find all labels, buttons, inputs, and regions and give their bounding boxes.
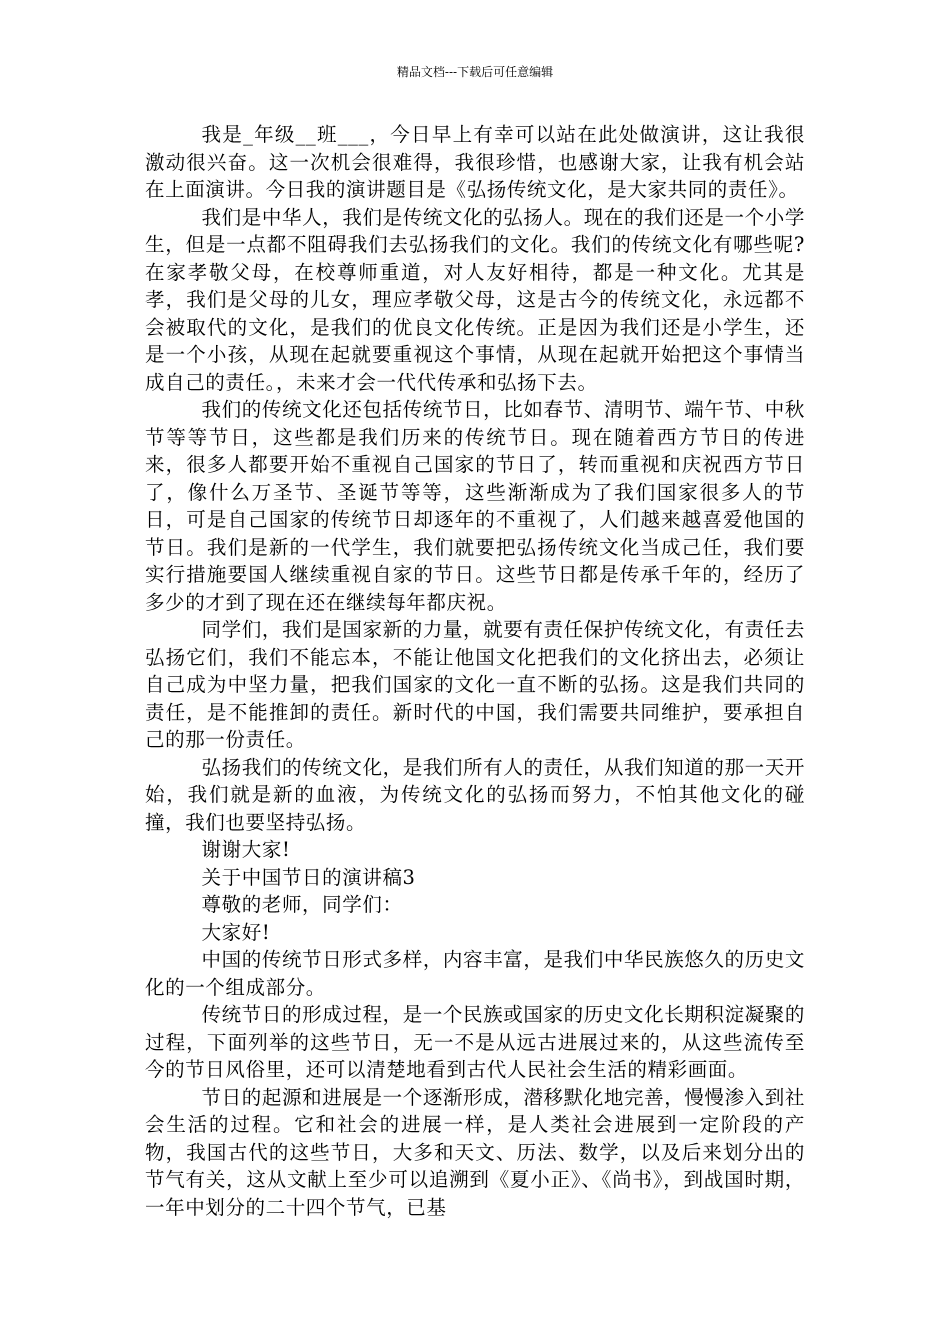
paragraph: 传统节日的形成过程，是一个民族或国家的历史文化长期积淀凝聚的过程，下面列举的这些节日，无一不是从远古进展过来的，从这些流传至今的节日风俗里，还可以清楚地看到古代人民社会生活的精彩画面。 bbox=[145, 1003, 805, 1081]
page-header: 精品文档---下载后可任意编辑 bbox=[396, 65, 554, 79]
greeting: 大家好! bbox=[201, 920, 271, 944]
paragraph: 我们是中华人，我们是传统文化的弘扬人。现在的我们还是一个小学生，但是一点都不阻碍我们去弘扬我们的文化。我们的传统文化有哪些呢?在家孝敬父母，在校尊师重道，对人友好相待，都是一种文化。尤其是孝，我们是父母的儿女，理应孝敬父母，这是古今的传统文化，永远都不会被取代的文化，是我们的优良文化传统。正是因为我们还是小学生，还是一个小孩，从现在起就要重视这个事情，从现在起就开始把这个事情当成自己的责任。，未来才会一代代传承和弘扬下去。 bbox=[145, 205, 805, 394]
paragraph: 节日的起源和进展是一个逐渐形成，潜移默化地完善，慢慢渗入到社会生活的过程。它和社会的进展一样，是人类社会进展到一定阶段的产物，我国古代的这些节日，大多和天文、历法、数学，以及后来划分出的节气有关，这从文献上至少可以追溯到《夏小正》、《尚书》，到战国时期，一年中划分的二十四个节气，已基 bbox=[145, 1085, 805, 1219]
closing-line: 谢谢大家! bbox=[201, 838, 291, 861]
paragraph: 同学们，我们是国家新的力量，就要有责任保护传统文化，有责任去弘扬它们，我们不能忘本，不能让他国文化把我们的文化挤出去，必须让自己成为中坚力量，把我们国家的文化一直不断的弘扬。这是我们共同的责任，是不能推卸的责任。新时代的中国，我们需要共同维护，要承担自己的那一份责任。 bbox=[145, 618, 805, 751]
paragraph: 我们的传统文化还包括传统节日，比如春节、清明节、端午节、中秋节等等节日，这些都是我们历来的传统节日。现在随着西方节日的传进来，很多人都要开始不重视自己国家的节日了，转而重视和庆祝西方节日了，像什么万圣节、圣诞节等等，这些渐渐成为了我们国家很多人的节日，可是自己国家的传统节日却逐年的不重视了，人们越来越喜爱他国的节日。我们是新的一代学生，我们就要把弘扬传统文化当成己任，我们要实行措施要国人继续重视自家的节日。这些节日都是传承千年的，经历了多少的才到了现在还在继续每年都庆祝。 bbox=[145, 398, 805, 614]
paragraph: 中国的传统节日形式多样，内容丰富，是我们中华民族悠久的历史文化的一个组成部分。 bbox=[145, 948, 805, 999]
salutation: 尊敬的老师，同学们： bbox=[201, 893, 403, 916]
section-title: 关于中国节日的演讲稿3 bbox=[201, 865, 416, 889]
paragraph: 弘扬我们的传统文化，是我们所有人的责任，从我们知道的那一天开始，我们就是新的血液，为传统文化的弘扬而努力，不怕其他文化的碰撞，我们也要坚持弘扬。 bbox=[145, 755, 805, 834]
document-body bbox=[145, 121, 805, 1221]
paragraph-intro: 我是_年级__班___，今日早上有幸可以站在此处做演讲，这让我很激动很兴奋。这一次机会很难得，我很珍惜，也感谢大家，让我有机会站在上面演讲。今日我的演讲题目是《弘扬传统文化，是大家共同的责任》。 bbox=[145, 123, 805, 201]
